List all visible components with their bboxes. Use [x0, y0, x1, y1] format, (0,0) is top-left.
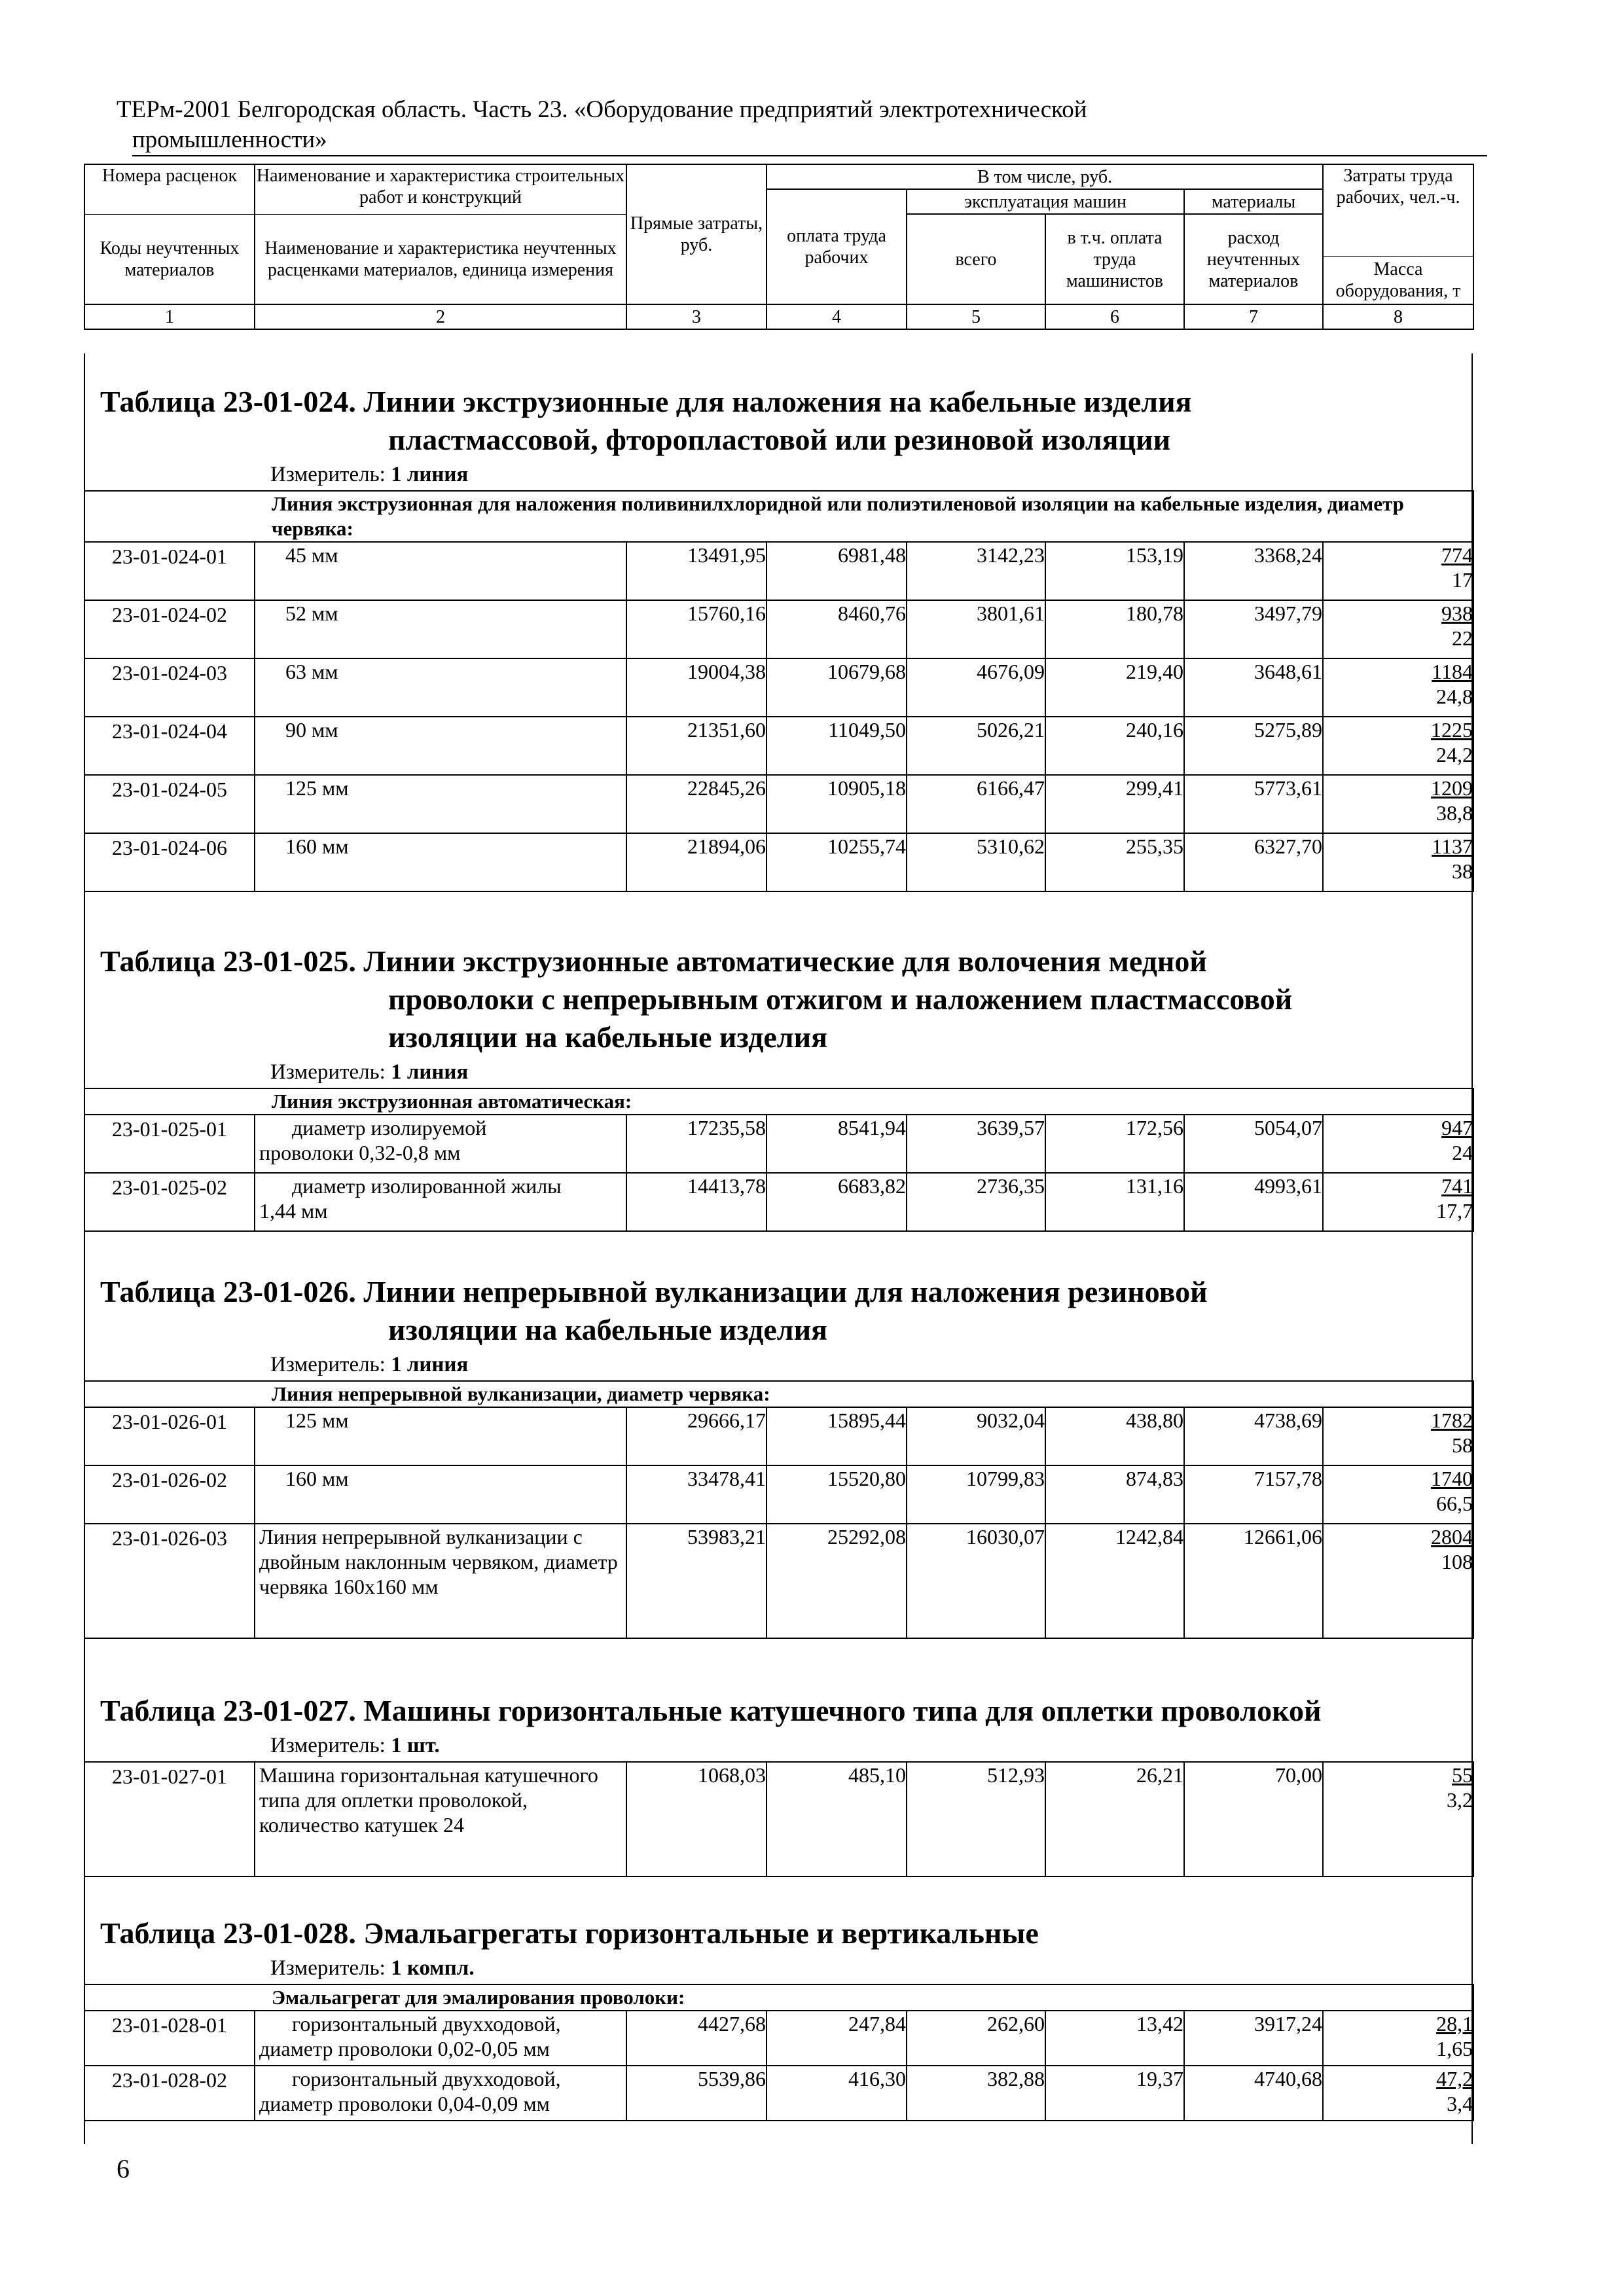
materials-cost: 3917,24 [1184, 2011, 1323, 2066]
direct-cost: 15760,16 [626, 600, 767, 658]
machinist-pay: 299,41 [1045, 775, 1184, 833]
direct-cost: 4427,68 [626, 2011, 767, 2066]
machinist-pay: 26,21 [1045, 1762, 1184, 1876]
group-title: Эмальагрегат для эмалирования проволоки: [84, 1984, 1473, 2011]
machinist-pay: 438,80 [1045, 1407, 1184, 1465]
rates-table [84, 1984, 1474, 2121]
machinist-pay: 219,40 [1045, 658, 1184, 717]
rate-code: 23-01-024-01 [84, 542, 255, 600]
materials-cost: 3648,61 [1184, 658, 1323, 717]
header-col4: оплата труда рабочих [767, 189, 907, 304]
rate-name: диаметр изолируемой проволоки 0,32-0,8 мм [255, 1115, 626, 1173]
section-title: Таблица 23-01-028. Эмальагрегаты горизонтальные и вертикальные [100, 1916, 1039, 1950]
rate-name: 160 мм [255, 833, 626, 891]
table-row [84, 717, 1473, 775]
header-col1-top: Номера расценок [84, 164, 255, 214]
rate-code: 23-01-025-02 [84, 1173, 255, 1231]
machine-total: 10799,83 [907, 1465, 1045, 1524]
meter: Измеритель: 1 линия [270, 1353, 469, 1376]
direct-cost: 21894,06 [626, 833, 767, 891]
page-number: 6 [117, 2154, 130, 2183]
section-title: Таблица 23-01-026. Линии непрерывной вулканизации для наложения резиновой изоляции на кабельные изделия [100, 1275, 1208, 1346]
machine-total: 5310,62 [907, 833, 1045, 891]
rate-code: 23-01-026-01 [84, 1407, 255, 1465]
table-section-025 [84, 942, 1473, 1232]
header-col1-bottom: Коды неучтенных материалов [84, 214, 255, 304]
materials-cost: 5054,07 [1184, 1115, 1323, 1173]
materials-cost: 7157,78 [1184, 1465, 1323, 1524]
rate-code: 23-01-025-01 [84, 1115, 255, 1173]
table-row [84, 833, 1473, 891]
direct-cost: 22845,26 [626, 775, 767, 833]
rate-code: 23-01-024-02 [84, 600, 255, 658]
machinist-pay: 240,16 [1045, 717, 1184, 775]
materials-cost: 5773,61 [1184, 775, 1323, 833]
rate-name: 125 мм [255, 775, 626, 833]
labor-mass: 774 17 [1323, 542, 1473, 600]
worker-pay: 6981,48 [767, 542, 907, 600]
direct-cost: 21351,60 [626, 717, 767, 775]
machine-total: 2736,35 [907, 1173, 1045, 1231]
table-row [84, 658, 1473, 717]
table-row [84, 2011, 1473, 2066]
table-section-026 [84, 1273, 1473, 1639]
direct-cost: 33478,41 [626, 1465, 767, 1524]
materials-cost: 12661,06 [1184, 1524, 1323, 1638]
materials-cost: 4740,68 [1184, 2066, 1323, 2121]
machine-total: 262,60 [907, 2011, 1045, 2066]
machinist-pay: 19,37 [1045, 2066, 1184, 2121]
machinist-pay: 180,78 [1045, 600, 1184, 658]
header-in-total: В том числе, руб. [767, 164, 1323, 189]
labor-mass: 741 17,7 [1323, 1173, 1473, 1231]
direct-cost: 1068,03 [626, 1762, 767, 1876]
header-materials: материалы [1184, 189, 1323, 214]
labor-mass: 1225 24,2 [1323, 717, 1473, 775]
table-row [84, 1115, 1473, 1173]
column-header [84, 164, 1474, 330]
rate-code: 23-01-028-01 [84, 2011, 255, 2066]
rate-name: 45 мм [255, 542, 626, 600]
worker-pay: 15520,80 [767, 1465, 907, 1524]
group-title: Линия экструзионная для наложения поливинилхлоридной или полиэтиленовой изоляции на кабельные изделия, диаметр червяка: [84, 491, 1473, 542]
table-row [84, 775, 1473, 833]
labor-mass: 947 24 [1323, 1115, 1473, 1173]
rates-table [84, 1088, 1474, 1232]
materials-cost: 4738,69 [1184, 1407, 1323, 1465]
rate-code: 23-01-027-01 [84, 1762, 255, 1876]
document-title-line1: ТЕРм-2001 Белгородская область. Часть 23. «Оборудование предприятий электротехнической [117, 96, 1087, 123]
rate-name: 160 мм [255, 1465, 626, 1524]
labor-mass: 1782 58 [1323, 1407, 1473, 1465]
machinist-pay: 131,16 [1045, 1173, 1184, 1231]
section-title: Таблица 23-01-027. Машины горизонтальные катушечного типа для оплетки проволокой [100, 1694, 1322, 1727]
materials-cost: 3497,79 [1184, 600, 1323, 658]
machinist-pay: 13,42 [1045, 2011, 1184, 2066]
labor-mass: 2804 108 [1323, 1524, 1473, 1638]
table-row [84, 2066, 1473, 2121]
worker-pay: 10905,18 [767, 775, 907, 833]
header-col6: в т.ч. оплата труда машинистов [1045, 214, 1184, 304]
direct-cost: 14413,78 [626, 1173, 767, 1231]
table-row [84, 1524, 1473, 1638]
worker-pay: 416,30 [767, 2066, 907, 2121]
column-number: 5 [907, 304, 1045, 329]
labor-mass: 938 22 [1323, 600, 1473, 658]
machine-total: 9032,04 [907, 1407, 1045, 1465]
materials-cost: 70,00 [1184, 1762, 1323, 1876]
header-col7: расход неучтенных материалов [1184, 214, 1323, 304]
header-col5: всего [907, 214, 1045, 304]
document-title [117, 95, 1439, 156]
labor-mass: 1137 38 [1323, 833, 1473, 891]
worker-pay: 6683,82 [767, 1173, 907, 1231]
materials-cost: 6327,70 [1184, 833, 1323, 891]
machine-total: 3801,61 [907, 600, 1045, 658]
table-row [84, 1762, 1473, 1876]
worker-pay: 8460,76 [767, 600, 907, 658]
rate-code: 23-01-024-05 [84, 775, 255, 833]
table-row [84, 1465, 1473, 1524]
rates-table [84, 1761, 1474, 1877]
machinist-pay: 874,83 [1045, 1465, 1184, 1524]
worker-pay: 10679,68 [767, 658, 907, 717]
rate-code: 23-01-028-02 [84, 2066, 255, 2121]
worker-pay: 485,10 [767, 1762, 907, 1876]
rate-name: 52 мм [255, 600, 626, 658]
rate-name: Линия непрерывной вулканизации с двойным наклонным червяком, диаметр червяка 160х160 мм [255, 1524, 626, 1638]
column-number: 7 [1184, 304, 1323, 329]
direct-cost: 19004,38 [626, 658, 767, 717]
rate-name: 90 мм [255, 717, 626, 775]
materials-cost: 4993,61 [1184, 1173, 1323, 1231]
labor-mass: 1209 38,8 [1323, 775, 1473, 833]
machinist-pay: 153,19 [1045, 542, 1184, 600]
rate-code: 23-01-024-04 [84, 717, 255, 775]
machine-total: 6166,47 [907, 775, 1045, 833]
machine-total: 4676,09 [907, 658, 1045, 717]
labor-mass: 1184 24,8 [1323, 658, 1473, 717]
rate-code: 23-01-026-02 [84, 1465, 255, 1524]
rate-name: 63 мм [255, 658, 626, 717]
header-col2-bottom: Наименование и характеристика неучтенных расценками материалов, единица измерения [255, 214, 626, 304]
header-col8-bottom: Масса оборудования, т [1323, 256, 1473, 304]
direct-cost: 29666,17 [626, 1407, 767, 1465]
meter: Измеритель: 1 компл. [270, 1956, 475, 1980]
header-col3: Прямые затраты, руб. [626, 164, 767, 304]
rate-code: 23-01-024-03 [84, 658, 255, 717]
materials-cost: 5275,89 [1184, 717, 1323, 775]
group-title: Линия экструзионная автоматическая: [84, 1088, 1473, 1115]
meter: Измеритель: 1 линия [270, 1060, 469, 1084]
table-row [84, 1173, 1473, 1231]
table-section-027 [84, 1692, 1473, 1877]
meter: Измеритель: 1 линия [270, 463, 469, 486]
machine-total: 3639,57 [907, 1115, 1045, 1173]
column-number: 2 [255, 304, 626, 329]
group-title: Линия непрерывной вулканизации, диаметр червяка: [84, 1381, 1473, 1407]
machinist-pay: 1242,84 [1045, 1524, 1184, 1638]
machine-total: 16030,07 [907, 1524, 1045, 1638]
rate-code: 23-01-026-03 [84, 1524, 255, 1638]
machine-total: 3142,23 [907, 542, 1045, 600]
column-number: 4 [767, 304, 907, 329]
rate-name: Машина горизонтальная катушечного типа для оплетки проволокой, количество катушек 24 [255, 1762, 626, 1876]
section-title: Таблица 23-01-024. Линии экструзионные для наложения на кабельные изделия пластмассовой, фторопластовой или резиновой изоляции [100, 385, 1192, 456]
machine-total: 382,88 [907, 2066, 1045, 2121]
document-title-line2: промышленности» [132, 125, 1487, 156]
rates-table [84, 1380, 1474, 1639]
column-number: 6 [1045, 304, 1184, 329]
rate-name: горизонтальный двухходовой, диаметр проволоки 0,02-0,05 мм [255, 2011, 626, 2066]
machinist-pay: 172,56 [1045, 1115, 1184, 1173]
column-number: 8 [1323, 304, 1473, 329]
machine-total: 512,93 [907, 1762, 1045, 1876]
labor-mass: 47,2 3,4 [1323, 2066, 1473, 2121]
worker-pay: 25292,08 [767, 1524, 907, 1638]
materials-cost: 3368,24 [1184, 542, 1323, 600]
rate-name: 125 мм [255, 1407, 626, 1465]
worker-pay: 8541,94 [767, 1115, 907, 1173]
direct-cost: 5539,86 [626, 2066, 767, 2121]
rate-code: 23-01-024-06 [84, 833, 255, 891]
labor-mass: 1740 66,5 [1323, 1465, 1473, 1524]
machine-total: 5026,21 [907, 717, 1045, 775]
table-section-028 [84, 1914, 1473, 2121]
labor-mass: 28,1 1,65 [1323, 2011, 1473, 2066]
table-row [84, 542, 1473, 600]
labor-mass: 55 3,2 [1323, 1762, 1473, 1876]
table-row [84, 1407, 1473, 1465]
rate-name: горизонтальный двухходовой, диаметр проволоки 0,04-0,09 мм [255, 2066, 626, 2121]
header-machines: эксплуатация машин [907, 189, 1184, 214]
direct-cost: 13491,95 [626, 542, 767, 600]
rates-table [84, 490, 1474, 892]
machinist-pay: 255,35 [1045, 833, 1184, 891]
worker-pay: 15895,44 [767, 1407, 907, 1465]
direct-cost: 53983,21 [626, 1524, 767, 1638]
section-title: Таблица 23-01-025. Линии экструзионные автоматические для волочения медной проволоки с непрерывным отжигом и наложением пластмассовой изоляции на кабельные изделия [100, 944, 1293, 1054]
worker-pay: 11049,50 [767, 717, 907, 775]
header-col2-top: Наименование и характеристика строительных работ и конструкций [255, 164, 626, 214]
table-section-024 [84, 383, 1473, 892]
worker-pay: 247,84 [767, 2011, 907, 2066]
column-number: 1 [84, 304, 255, 329]
rate-name: диаметр изолированной жилы 1,44 мм [255, 1173, 626, 1231]
meter: Измеритель: 1 шт. [270, 1734, 440, 1757]
header-col8-top: Затраты труда рабочих, чел.-ч. [1323, 164, 1473, 256]
column-number: 3 [626, 304, 767, 329]
direct-cost: 17235,58 [626, 1115, 767, 1173]
table-row [84, 600, 1473, 658]
worker-pay: 10255,74 [767, 833, 907, 891]
